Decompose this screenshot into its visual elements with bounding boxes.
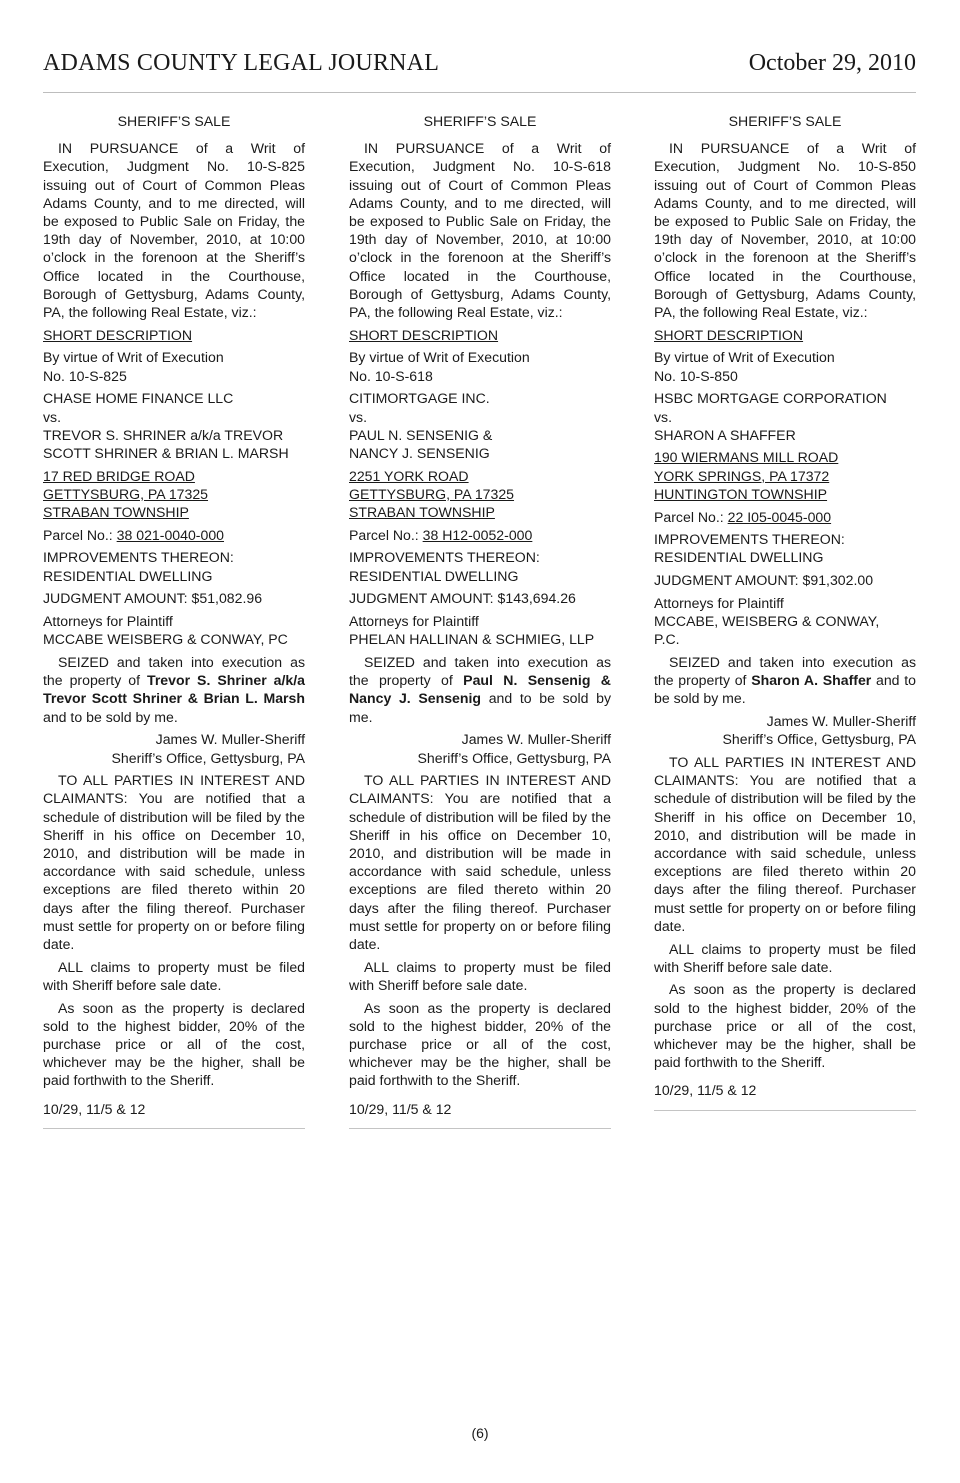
notice-heading: SHERIFF’S SALE: [117, 113, 231, 129]
short-description-label: SHORT DESCRIPTION: [654, 326, 804, 343]
notice-divider: [43, 1128, 305, 1129]
attorneys: Attorneys for Plaintiff MCCABE, WEISBERG & CONWAY, P.C.: [654, 594, 880, 648]
claims-notice: ALL claims to property must be filed with Sheriff before sale date.: [349, 958, 611, 993]
improvements: IMPROVEMENTS THEREON: RESIDENTIAL DWELLING: [43, 549, 234, 584]
page-number: (6): [471, 1425, 489, 1441]
attorneys: Attorneys for Plaintiff MCCABE WEISBERG & CONWAY, PC: [43, 613, 288, 648]
judgment-amount: JUDGMENT AMOUNT: $91,302.00: [654, 572, 874, 589]
issue-date: October 29, 2010: [748, 50, 916, 76]
improvements: IMPROVEMENTS THEREON: RESIDENTIAL DWELLING: [654, 531, 845, 566]
property-owner: Paul N. Sensenig & Nancy J. Sensenig: [349, 672, 611, 707]
defendant: TREVOR S. SHRINER a/k/a TREVOR: [43, 426, 284, 443]
property-owner: Sharon A. Shaffer: [751, 672, 872, 689]
parcel-number: Parcel No.: 38 021-0040-000: [43, 526, 225, 543]
journal-title: ADAMS COUNTY LEGAL JOURNAL: [43, 50, 440, 76]
writ-info: By virtue of Writ of Execution No. 10-S-618: [349, 349, 530, 384]
attorneys: Attorneys for Plaintiff PHELAN HALLINAN & SCHMIEG, LLP: [349, 613, 595, 648]
declared-notice: As soon as the property is declared sold to the highest bidder, 20% of the purchase price or all of the cost, whichever may be the higher, shall be paid forthwith to the Sheriff.: [43, 999, 305, 1089]
property-address: 2251 YORK ROAD GETTYSBURG, PA 17325 STRABAN TOWNSHIP: [349, 467, 515, 521]
parties-notice: TO ALL PARTIES IN INTEREST AND CLAIMANTS: You are notified that a schedule of distribution will be filed by the Sheriff in his office on December 10, 2010, and distribution will be made in accordance with said schedule, unless exceptions are filed thereto within 20 days after the filing thereof. Purchaser must settle for property on or before filing date.: [43, 772, 305, 953]
notice-intro: IN PURSUANCE of a Writ of Execution, Judgment No. 10-S-850 issuing out of Court of Common Pleas Adams County, and to me directed, will be exposed to Public Sale on Friday, the 19th day of November, 2010, at 10:00 o’clock in the forenoon at the Sheriff’s Office located in the Courthouse, Borough of Gettysburg, Adams County, PA, the following Real Estate, viz.:: [654, 140, 916, 321]
plaintiff: HSBC MORTGAGE CORPORATION: [654, 390, 887, 407]
seized-statement: SEIZED and taken into execution as the property of Trevor S. Shriner a/k/a Trevor Scott Shriner & Brian L. Marsh and to be sold by me.: [43, 653, 306, 725]
claims-notice: ALL claims to property must be filed with Sheriff before sale date.: [654, 940, 916, 975]
notice-heading: SHERIFF’S SALE: [423, 113, 537, 129]
notice-column-3: [654, 112, 916, 1111]
notice-divider: [654, 1110, 916, 1111]
publication-dates: 10/29, 11/5 & 12: [43, 1100, 146, 1117]
notice-intro: IN PURSUANCE of a Writ of Execution, Judgment No. 10-S-618 issuing out of Court of Common Pleas Adams County, and to me directed, will be exposed to Public Sale on Friday, the 19th day of November, 2010, at 10:00 o’clock in the forenoon at the Sheriff’s Office located in the Courthouse, Borough of Gettysburg, Adams County, PA, the following Real Estate, viz.:: [349, 140, 611, 321]
seized-statement: SEIZED and taken into execution as the property of Sharon A. Shaffer and to be sold by me.: [654, 653, 916, 707]
defendant: PAUL N. SENSENIG &: [349, 426, 493, 443]
property-owner: Trevor S. Shriner a/k/a Trevor Scott Shriner & Brian L. Marsh: [43, 672, 306, 707]
plaintiff: CHASE HOME FINANCE LLC: [43, 390, 234, 407]
notice-heading: SHERIFF’S SALE: [728, 113, 842, 129]
writ-info: By virtue of Writ of Execution No. 10-S-825: [43, 349, 224, 384]
property-address: 190 WIERMANS MILL ROAD YORK SPRINGS, PA 17372 HUNTINGTON TOWNSHIP: [654, 449, 839, 502]
short-description-label: SHORT DESCRIPTION: [349, 326, 499, 343]
seized-statement: SEIZED and taken into execution as the property of Paul N. Sensenig & Nancy J. Sensenig and to be sold by me.: [349, 653, 612, 725]
notice-column-1: [43, 112, 305, 1129]
judgment-amount: JUDGMENT AMOUNT: $51,082.96: [43, 590, 263, 607]
claims-notice: ALL claims to property must be filed with Sheriff before sale date.: [43, 958, 305, 993]
declared-notice: As soon as the property is declared sold to the highest bidder, 20% of the purchase price or all of the cost, whichever may be the higher, shall be paid forthwith to the Sheriff.: [349, 999, 611, 1089]
parcel-number: Parcel No.: 22 I05-0045-000: [654, 508, 832, 525]
sheriff-signature: James W. Muller-Sheriff Sheriff’s Office, Gettysburg, PA: [111, 731, 305, 766]
declared-notice: As soon as the property is declared sold to the highest bidder, 20% of the purchase price or all of the cost, whichever may be the higher, shall be paid forthwith to the Sheriff.: [654, 981, 916, 1071]
parties: CITIMORTGAGE INC. vs. PAUL N. SENSENIG & NANCY J. SENSENIG: [349, 390, 493, 461]
judgment-amount: JUDGMENT AMOUNT: $143,694.26: [349, 590, 576, 607]
notice-intro: IN PURSUANCE of a Writ of Execution, Judgment No. 10-S-825 issuing out of Court of Common Pleas Adams County, and to me directed, will be exposed to Public Sale on Friday, the 19th day of November, 2010, at 10:00 o’clock in the forenoon at the Sheriff’s Office located in the Courthouse, Borough of Gettysburg, Adams County, PA, the following Real Estate, viz.:: [43, 140, 305, 321]
writ-info: By virtue of Writ of Execution No. 10-S-850: [654, 349, 835, 384]
parcel-number: Parcel No.: 38 H12-0052-000: [349, 526, 533, 543]
plaintiff: CITIMORTGAGE INC.: [349, 390, 490, 407]
parties-notice: TO ALL PARTIES IN INTEREST AND CLAIMANTS: You are notified that a schedule of distribution will be filed by the Sheriff in his office on December 10, 2010, and distribution will be made in accordance with said schedule, unless exceptions are filed thereto within 20 days after the filing thereof. Purchaser must settle for property on or before filing date.: [349, 772, 611, 953]
improvements: IMPROVEMENTS THEREON: RESIDENTIAL DWELLING: [349, 549, 540, 584]
notice-divider: [349, 1128, 611, 1129]
defendant: SHARON A SHAFFER: [654, 426, 796, 443]
parties-notice: TO ALL PARTIES IN INTEREST AND CLAIMANTS: You are notified that a schedule of distribution will be filed by the Sheriff in his office on December 10, 2010, and distribution will be made in accordance with said schedule, unless exceptions are filed thereto within 20 days after the filing thereof. Purchaser must settle for property on or before filing date.: [654, 754, 916, 934]
parties: HSBC MORTGAGE CORPORATION vs. SHARON A SHAFFER: [654, 390, 887, 443]
parties: CHASE HOME FINANCE LLC vs. TREVOR S. SHRINER a/k/a TREVOR SCOTT SHRINER & BRIAN L. MARSH: [43, 390, 289, 461]
publication-dates: 10/29, 11/5 & 12: [349, 1100, 452, 1117]
publication-dates: 10/29, 11/5 & 12: [654, 1082, 757, 1099]
notice-column-2: [349, 112, 611, 1129]
property-address: 17 RED BRIDGE ROAD GETTYSBURG, PA 17325 STRABAN TOWNSHIP: [43, 467, 209, 521]
sheriff-signature: James W. Muller-Sheriff Sheriff’s Office, Gettysburg, PA: [722, 713, 916, 748]
short-description-label: SHORT DESCRIPTION: [43, 326, 193, 343]
masthead: [43, 50, 916, 93]
sheriff-signature: James W. Muller-Sheriff Sheriff’s Office, Gettysburg, PA: [417, 731, 611, 766]
